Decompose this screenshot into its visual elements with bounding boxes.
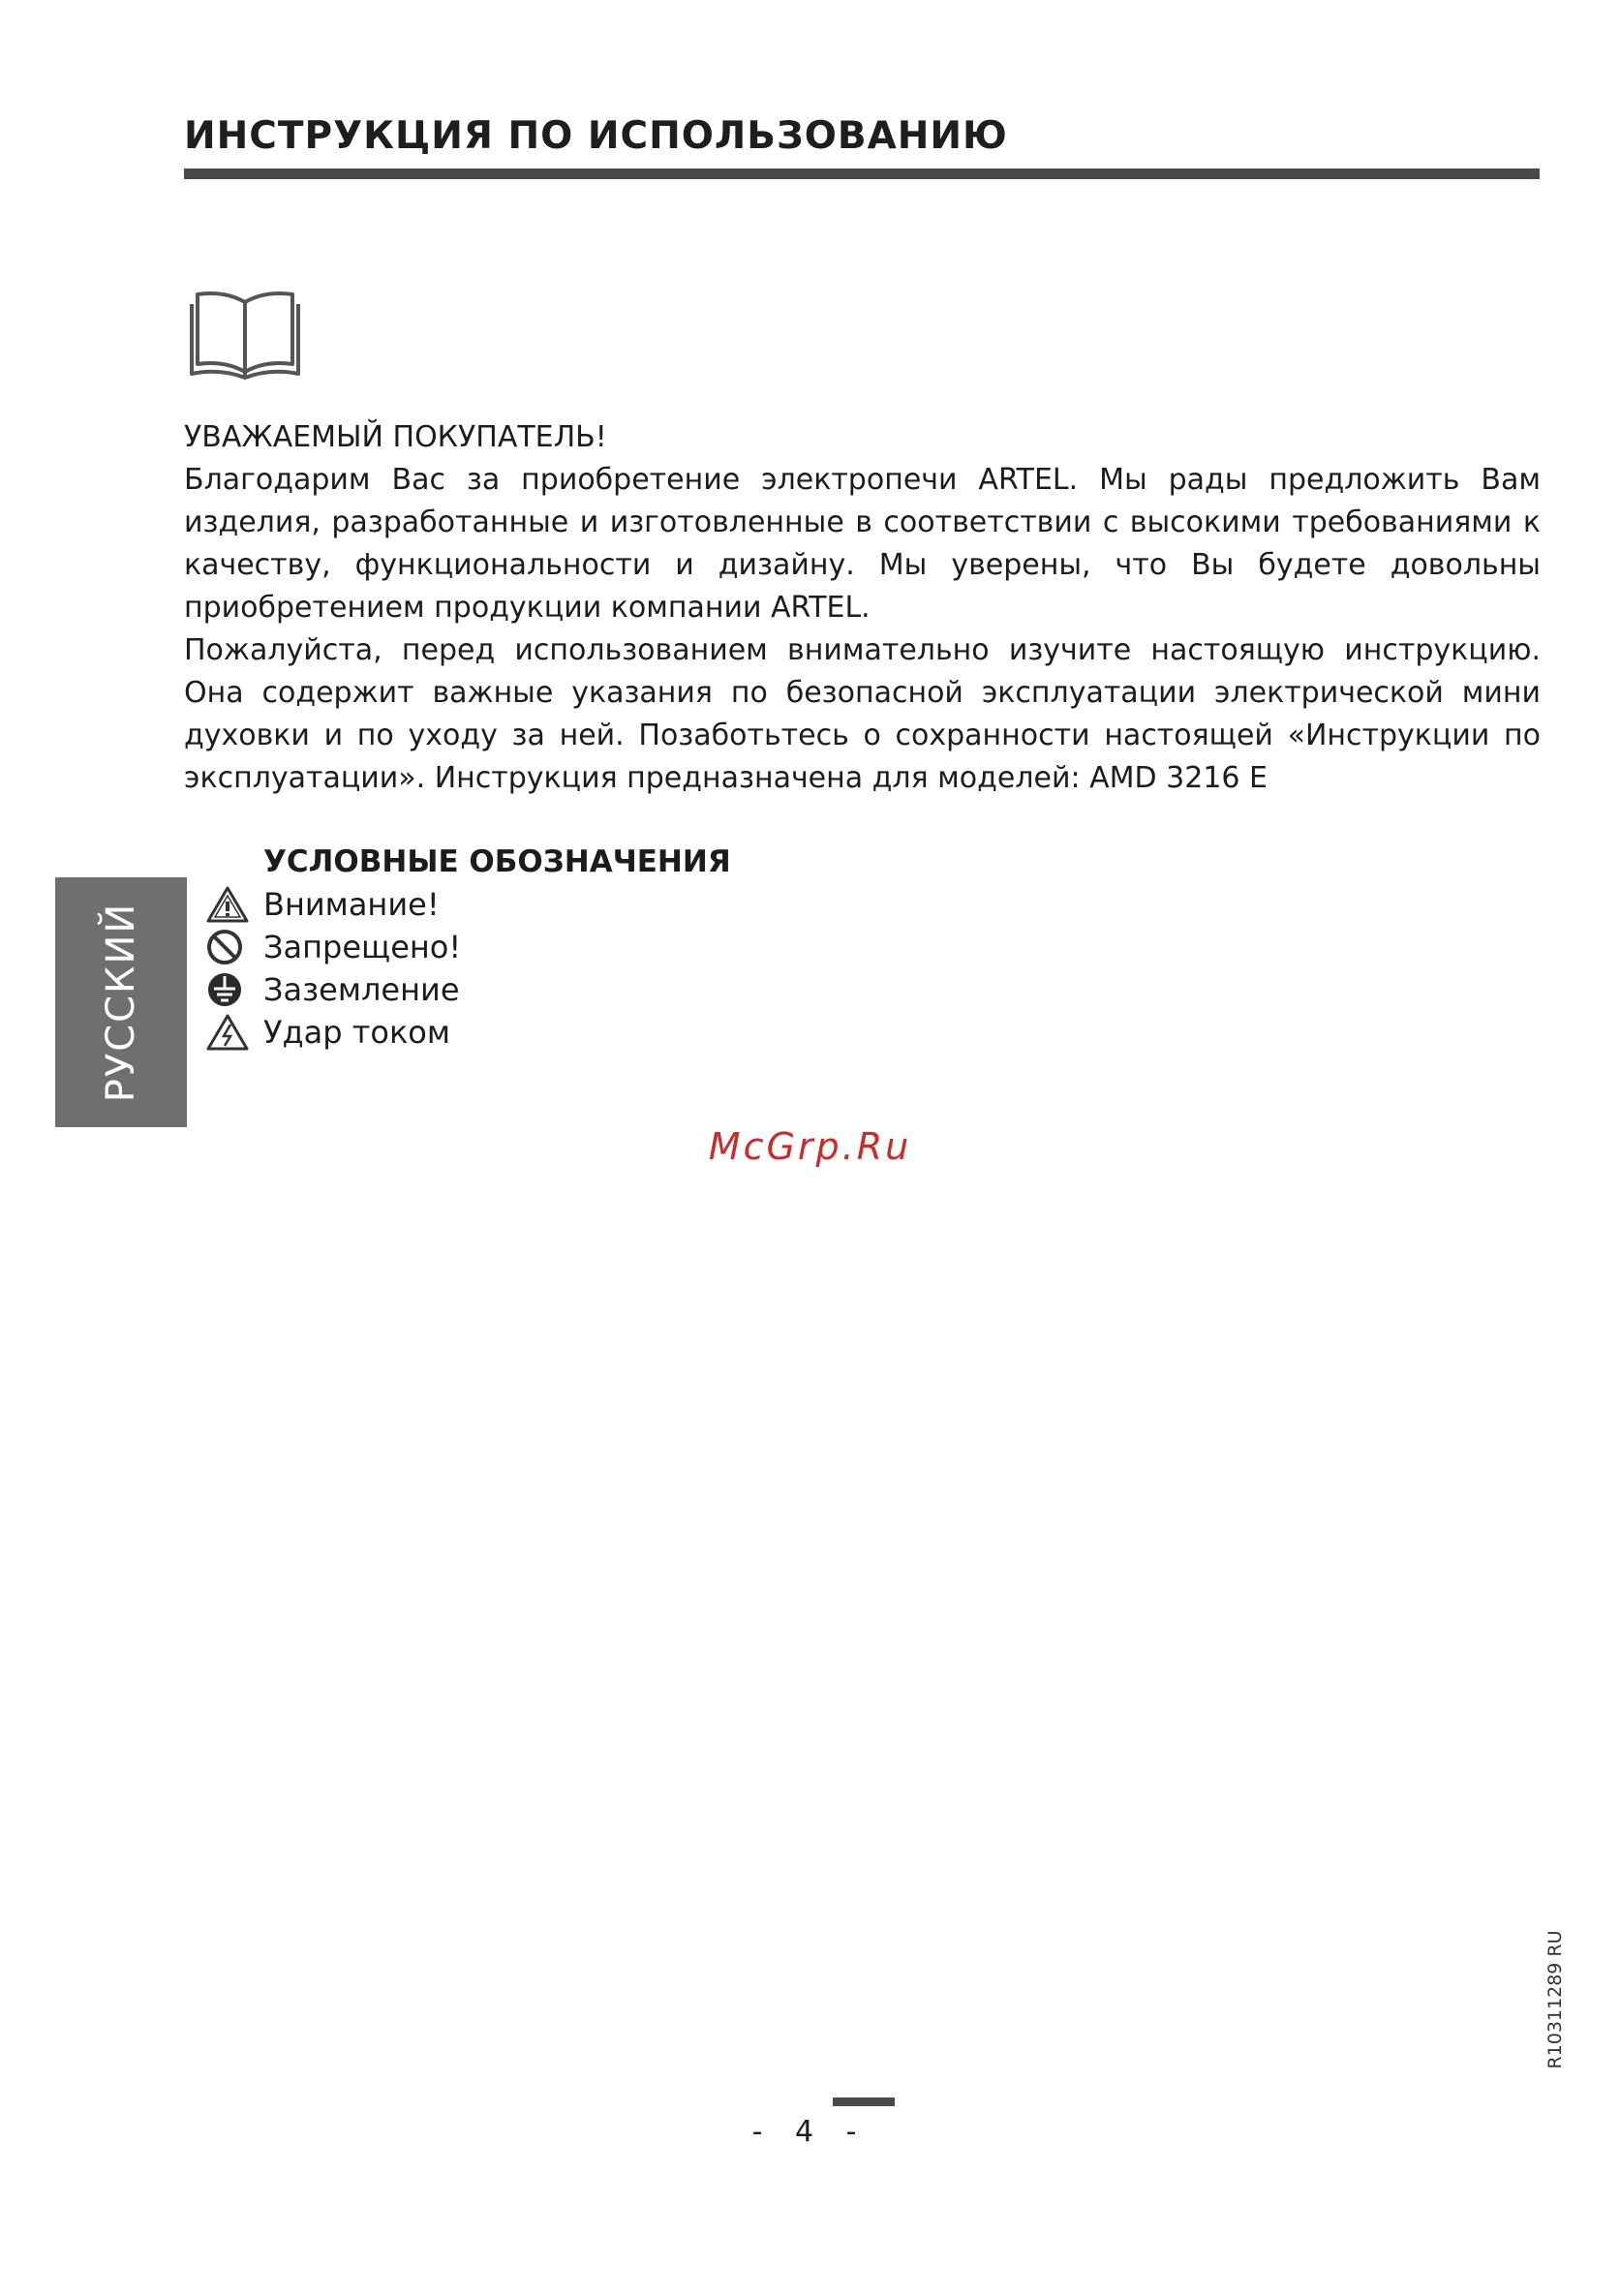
- symbol-label: Внимание!: [263, 886, 440, 923]
- symbol-row-warning: [205, 883, 731, 926]
- electric-shock-triangle-icon: [205, 1013, 250, 1052]
- symbol-row-grounding: [205, 968, 731, 1011]
- warning-triangle-icon: [205, 885, 250, 924]
- language-tab-label: РУССКИЙ: [99, 902, 143, 1103]
- watermark: McGrp.Ru: [708, 1125, 912, 1168]
- symbol-label: Удар током: [263, 1014, 450, 1051]
- page-number: - 4 -: [751, 2115, 869, 2149]
- page-title: ИНСТРУКЦИЯ ПО ИСПОЛЬЗОВАНИЮ: [184, 114, 1008, 158]
- language-tab: [55, 877, 187, 1127]
- intro-text: [184, 416, 1541, 800]
- intro-paragraph-1: Благодарим Вас за приобретение электропечи ARTEL. Мы рады предложить Вам изделия, разработанные и изготовленные в соответствии с высокими требованиями к качеству, функциональности и дизайну. Мы уверены, что Вы будете довольны приобретением продукции компании ARTEL.: [184, 463, 1541, 625]
- symbol-row-electric-shock: [205, 1011, 731, 1054]
- greeting: УВАЖАЕМЫЙ ПОКУПАТЕЛЬ!: [184, 420, 607, 454]
- symbol-label: Заземление: [263, 971, 460, 1008]
- symbols-legend: [205, 841, 731, 1054]
- page-number-bar: [833, 2097, 895, 2106]
- intro-paragraph-2: Пожалуйста, перед использованием внимательно изучите настоящую инструкцию. Она содержит важные указания по безопасной эксплуатации электрической мини духовки и по уходу за ней. Позаботьтесь о сохранности настоящей «Инструкции по эксплуатации». Инструкция предназначена для моделей: AMD 3216 E: [184, 633, 1541, 795]
- title-divider: [184, 168, 1540, 179]
- grounding-icon: [205, 970, 250, 1009]
- prohibited-icon: [205, 928, 250, 966]
- document-code: R10311289 RU: [1544, 1930, 1566, 2069]
- open-book-icon: [184, 287, 306, 382]
- symbol-row-prohibited: [205, 926, 731, 968]
- symbols-title: УСЛОВНЫЕ ОБОЗНАЧЕНИЯ: [263, 844, 731, 879]
- symbol-label: Запрещено!: [263, 929, 462, 965]
